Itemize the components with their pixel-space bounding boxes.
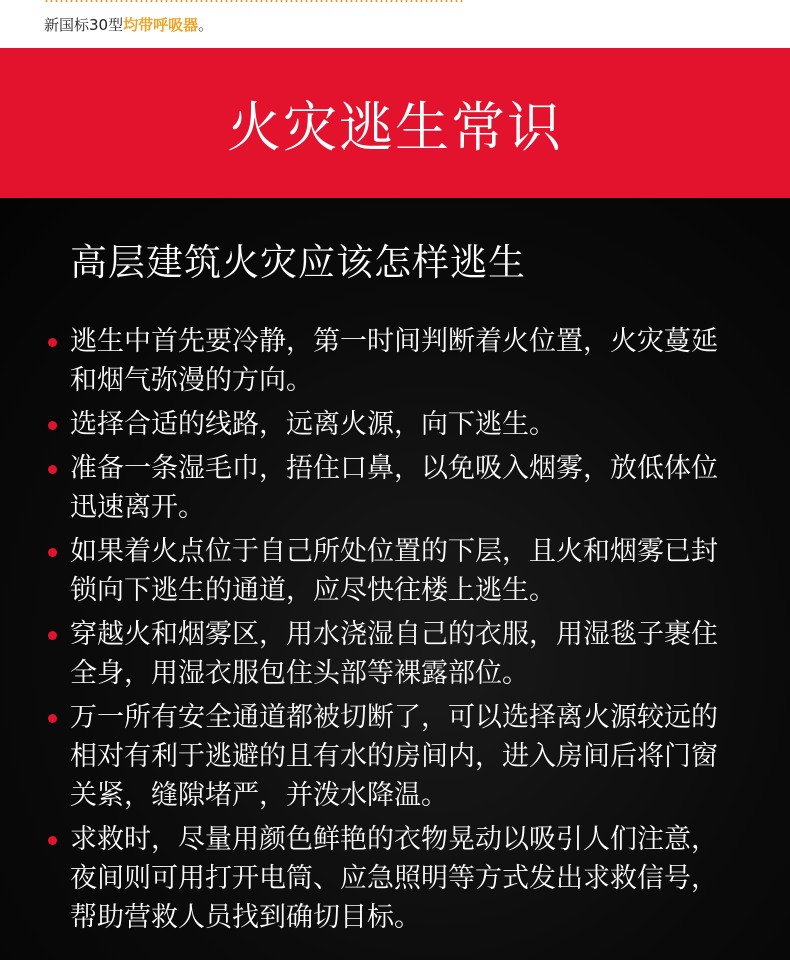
tip-item bbox=[48, 532, 738, 610]
tip-item bbox=[48, 698, 738, 815]
tip-text: 逃生中首先要冷静，第一时间判断着火位置，火灾蔓延和烟气弥漫的方向。 bbox=[70, 326, 718, 396]
strip-text-line bbox=[44, 14, 213, 35]
tip-text: 穿越火和烟雾区，用水浇湿自己的衣服，用湿毯子裹住全身，用湿衣服包住头部等裸露部位。 bbox=[70, 619, 718, 689]
tip-item bbox=[48, 405, 738, 444]
tip-text: 如果着火点位于自己所处位置的下层，且火和烟雾已封锁向下逃生的通道，应尽快往楼上逃生。 bbox=[70, 536, 718, 606]
section-title: 高层建筑火灾应该怎样逃生 bbox=[70, 241, 526, 284]
tip-item bbox=[48, 322, 738, 400]
strip-text-suffix: 。 bbox=[198, 16, 214, 34]
tips-list bbox=[48, 322, 738, 942]
tip-item bbox=[48, 820, 738, 937]
bullet-dot-icon bbox=[48, 421, 57, 430]
strip-text-highlight: 均带呼吸器 bbox=[123, 16, 199, 34]
strip-text-prefix: 新国标30型 bbox=[44, 16, 124, 34]
top-strip bbox=[0, 0, 790, 48]
content-panel bbox=[0, 198, 790, 960]
bullet-dot-icon bbox=[48, 631, 57, 640]
bullet-dot-icon bbox=[48, 548, 57, 557]
bullet-dot-icon bbox=[48, 338, 57, 347]
tip-item bbox=[48, 449, 738, 527]
banner-title: 火灾逃生常识 bbox=[227, 95, 563, 159]
title-banner bbox=[0, 48, 790, 198]
bullet-dot-icon bbox=[48, 465, 57, 474]
bullet-dot-icon bbox=[48, 836, 57, 845]
bullet-dot-icon bbox=[48, 714, 57, 723]
cropped-text-line bbox=[44, 0, 464, 6]
tip-text: 选择合适的线路，远离火源，向下逃生。 bbox=[70, 409, 556, 440]
tip-text: 求救时，尽量用颜色鲜艳的衣物晃动以吸引人们注意，夜间则可用打开电筒、应急照明等方式发出求救信号，帮助营救人员找到确切目标。 bbox=[70, 824, 718, 933]
tip-item bbox=[48, 615, 738, 693]
tip-text: 万一所有安全通道都被切断了，可以选择离火源较远的相对有利于逃避的且有水的房间内，进入房间后将门窗关紧，缝隙堵严，并泼水降温。 bbox=[70, 702, 718, 811]
tip-text: 准备一条湿毛巾，捂住口鼻，以免吸入烟雾，放低体位迅速离开。 bbox=[70, 453, 718, 523]
